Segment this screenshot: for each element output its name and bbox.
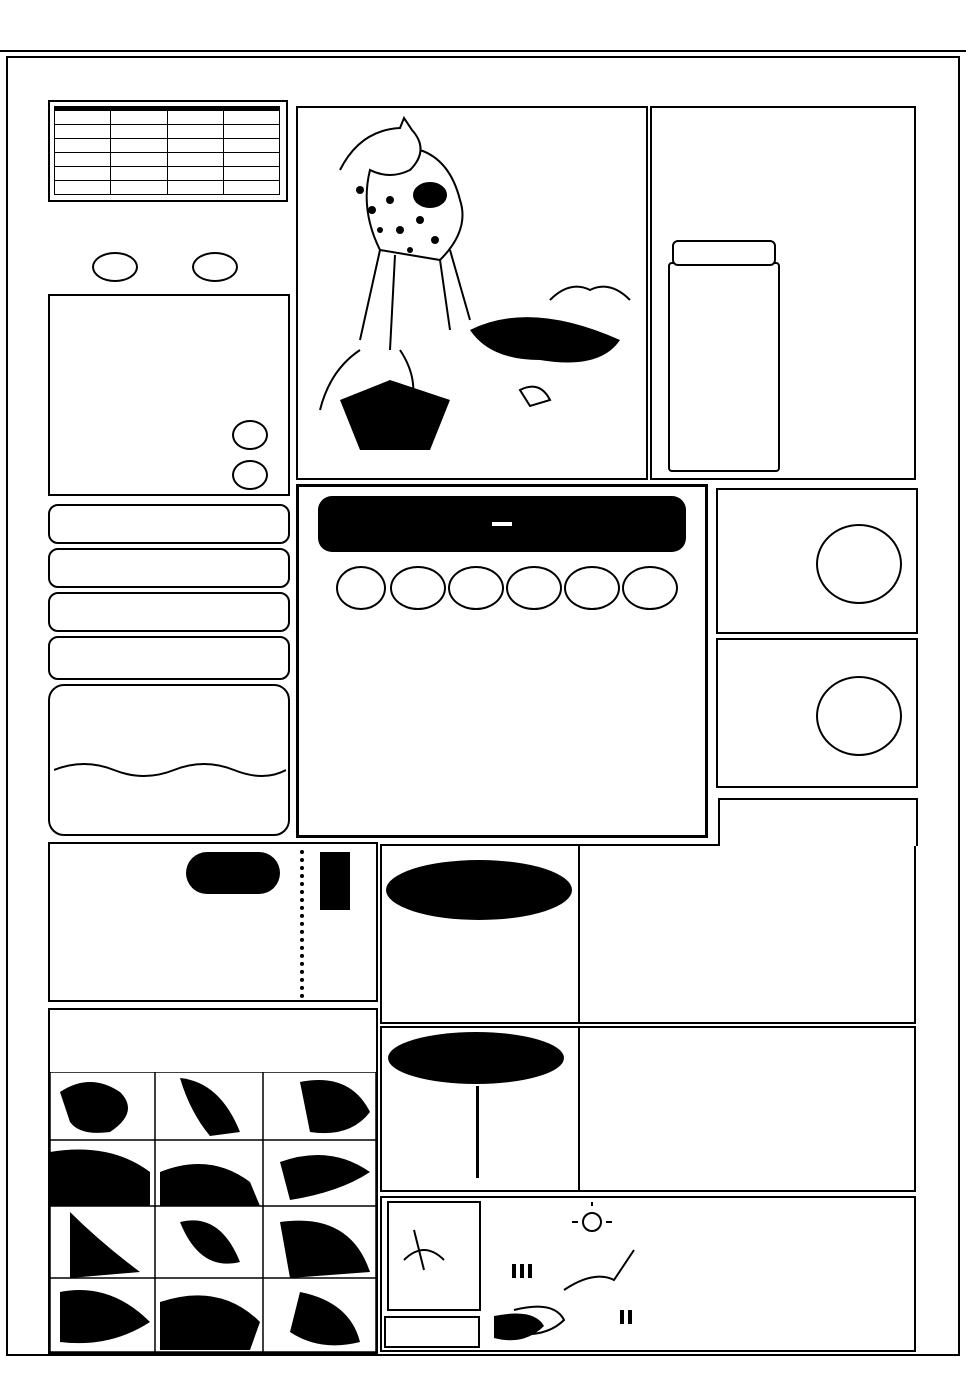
computer-number	[506, 566, 562, 610]
table-cell	[223, 139, 279, 153]
xuanji-dotted-divider	[300, 850, 304, 998]
special-provide-number	[232, 420, 268, 450]
appear-number	[816, 524, 902, 604]
xuanji-title-badge	[186, 852, 280, 894]
cold-hot-number	[92, 252, 138, 282]
mark-strip-right	[930, 90, 958, 1350]
table-cell	[55, 153, 111, 167]
appear-number	[816, 676, 902, 756]
table-cell	[167, 125, 223, 139]
riddle-label-box	[384, 1316, 480, 1348]
table-header	[55, 111, 111, 125]
lucky-special-row	[48, 504, 290, 544]
table-header-row	[55, 111, 280, 125]
computer-title-banner	[318, 496, 686, 552]
total-divider	[578, 846, 580, 1022]
special-open-badge	[388, 1032, 564, 1084]
table-cell	[167, 139, 223, 153]
table-cell	[111, 153, 167, 167]
table-cell	[111, 139, 167, 153]
table-cell	[167, 153, 223, 167]
table-cell	[55, 139, 111, 153]
table-cell	[55, 125, 111, 139]
table-row	[55, 125, 280, 139]
table-cell	[223, 125, 279, 139]
deer-illustration	[300, 110, 644, 476]
lucky-zodiac-row	[48, 548, 290, 588]
table-cell	[55, 181, 111, 195]
computer-number	[390, 566, 446, 610]
table-cell	[167, 167, 223, 181]
special-open-divider	[476, 1086, 479, 1178]
computer-number	[336, 566, 386, 610]
table-cell	[223, 181, 279, 195]
table-cell	[167, 181, 223, 195]
weak-number-table	[54, 106, 280, 195]
computer-number	[622, 566, 678, 610]
table-cell	[223, 153, 279, 167]
table-row	[55, 167, 280, 181]
computer-number	[448, 566, 504, 610]
table-cell	[111, 125, 167, 139]
mark-strip-top	[36, 62, 930, 88]
table-header	[223, 111, 279, 125]
scroll-paper	[668, 262, 780, 472]
total-badge	[386, 860, 572, 920]
lucky-range-row	[48, 636, 290, 680]
special-provide-number	[232, 460, 268, 490]
cold-hot-number	[192, 252, 238, 282]
weak-table-title	[54, 106, 280, 110]
special-open-vline	[578, 1028, 580, 1190]
lucky-color-row	[48, 592, 290, 632]
table-cell	[111, 181, 167, 195]
table-row	[55, 181, 280, 195]
table-row	[55, 139, 280, 153]
computer-title	[492, 522, 512, 526]
table-header	[111, 111, 167, 125]
table-cell	[55, 167, 111, 181]
total-side-title-box	[718, 798, 918, 846]
scroll-tag	[672, 240, 776, 266]
table-cell	[111, 167, 167, 181]
header-divider	[0, 50, 966, 52]
computer-number	[564, 566, 620, 610]
mark-strip-left	[10, 90, 38, 1350]
table-cell	[223, 167, 279, 181]
table-header	[167, 111, 223, 125]
xuanji-side-badge	[320, 852, 350, 910]
wave-divider	[54, 758, 286, 778]
table-row	[55, 153, 280, 167]
zodiac-puzzle-grid	[50, 1072, 376, 1352]
contribution-box	[48, 684, 290, 836]
